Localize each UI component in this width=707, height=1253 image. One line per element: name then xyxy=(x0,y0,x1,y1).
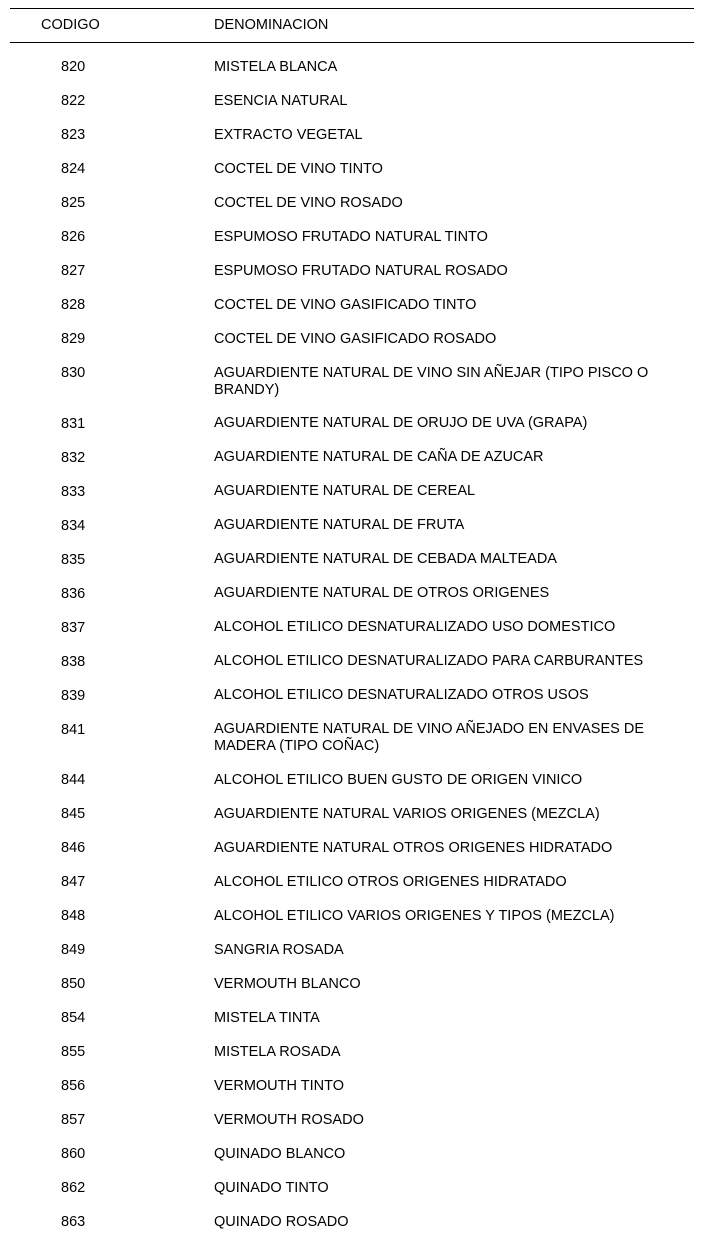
row-code: 860 xyxy=(61,1146,86,1162)
code-cell xyxy=(0,1179,214,1197)
row-code: 825 xyxy=(61,195,86,211)
row-code: 848 xyxy=(61,908,86,924)
row-denominacion: COCTEL DE VINO ROSADO xyxy=(214,194,403,211)
column-header-codigo: CODIGO xyxy=(41,17,100,33)
table-row xyxy=(0,873,707,891)
row-denominacion: AGUARDIENTE NATURAL VARIOS ORIGENES (MEZCLA) xyxy=(214,805,600,822)
row-code: 855 xyxy=(61,1044,86,1060)
row-denominacion: COCTEL DE VINO GASIFICADO TINTO xyxy=(214,296,477,313)
row-denominacion: QUINADO BLANCO xyxy=(214,1145,346,1162)
row-code: 854 xyxy=(61,1010,86,1026)
code-cell xyxy=(0,907,214,925)
row-denominacion: ALCOHOL ETILICO DESNATURALIZADO OTROS USOS xyxy=(214,687,589,703)
row-code: 834 xyxy=(61,517,86,534)
row-denominacion: VERMOUTH BLANCO xyxy=(214,975,361,992)
row-denominacion: AGUARDIENTE NATURAL DE FRUTA xyxy=(214,517,465,533)
table-row xyxy=(0,1009,707,1027)
table-row xyxy=(0,126,707,144)
row-denominacion: AGUARDIENTE NATURAL DE CEBADA MALTEADA xyxy=(214,551,557,567)
row-denominacion: ESPUMOSO FRUTADO NATURAL TINTO xyxy=(214,228,488,245)
row-code: 828 xyxy=(61,297,86,313)
code-cell xyxy=(0,975,214,993)
table-row xyxy=(0,228,707,246)
row-denominacion: AGUARDIENTE NATURAL DE CAÑA DE AZUCAR xyxy=(214,449,544,465)
code-cell xyxy=(0,619,214,637)
row-code: 833 xyxy=(61,483,86,500)
row-denominacion: ESENCIA NATURAL xyxy=(214,92,348,109)
code-table-body xyxy=(0,58,707,1247)
row-code: 862 xyxy=(61,1180,86,1196)
row-code: 849 xyxy=(61,942,86,958)
row-code: 824 xyxy=(61,161,86,177)
code-cell xyxy=(0,1009,214,1027)
row-denominacion: ALCOHOL ETILICO DESNATURALIZADO PARA CARBURANTES xyxy=(214,653,644,669)
code-cell xyxy=(0,126,214,144)
row-code: 835 xyxy=(61,551,86,568)
code-cell xyxy=(0,721,214,739)
row-denominacion: MISTELA BLANCA xyxy=(214,58,338,75)
row-code: 856 xyxy=(61,1078,86,1094)
code-cell xyxy=(0,330,214,348)
row-denominacion: AGUARDIENTE NATURAL DE CEREAL xyxy=(214,483,476,499)
table-row xyxy=(0,721,707,756)
code-cell xyxy=(0,296,214,314)
table-row xyxy=(0,941,707,959)
row-code: 830 xyxy=(61,365,86,381)
table-row xyxy=(0,839,707,857)
table-row xyxy=(0,551,707,569)
row-code: 839 xyxy=(61,687,86,704)
code-cell xyxy=(0,415,214,433)
code-cell xyxy=(0,839,214,857)
code-cell xyxy=(0,262,214,280)
row-code: 822 xyxy=(61,93,86,109)
table-row xyxy=(0,975,707,993)
code-cell xyxy=(0,653,214,671)
row-code: 844 xyxy=(61,772,86,788)
row-code: 850 xyxy=(61,976,86,992)
row-code: 838 xyxy=(61,653,86,670)
table-row xyxy=(0,92,707,110)
row-code: 841 xyxy=(61,721,86,738)
table-row xyxy=(0,1043,707,1061)
code-cell xyxy=(0,194,214,212)
code-cell xyxy=(0,771,214,789)
table-row xyxy=(0,262,707,280)
row-denominacion: COCTEL DE VINO GASIFICADO ROSADO xyxy=(214,330,497,347)
code-cell xyxy=(0,873,214,891)
row-code: 857 xyxy=(61,1112,86,1128)
table-row xyxy=(0,160,707,178)
code-cell xyxy=(0,58,214,76)
row-denominacion: MISTELA ROSADA xyxy=(214,1043,341,1060)
code-cell xyxy=(0,585,214,603)
row-denominacion: ALCOHOL ETILICO VARIOS ORIGENES Y TIPOS (MEZCLA) xyxy=(214,907,615,924)
table-row xyxy=(0,907,707,925)
table-row xyxy=(0,1111,707,1129)
code-cell xyxy=(0,1213,214,1231)
column-header-denominacion: DENOMINACION xyxy=(214,17,329,33)
row-code: 837 xyxy=(61,619,86,636)
code-cell xyxy=(0,551,214,569)
row-code: 863 xyxy=(61,1214,86,1230)
row-code: 826 xyxy=(61,229,86,245)
row-denominacion: AGUARDIENTE NATURAL DE VINO SIN AÑEJAR (TIPO PISCO O BRANDY) xyxy=(214,364,649,398)
code-cell xyxy=(0,364,214,382)
row-code: 836 xyxy=(61,585,86,602)
table-row xyxy=(0,1213,707,1231)
row-code: 846 xyxy=(61,840,86,856)
row-denominacion: QUINADO ROSADO xyxy=(214,1213,349,1230)
code-cell xyxy=(0,517,214,535)
table-row xyxy=(0,449,707,467)
row-code: 829 xyxy=(61,331,86,347)
row-denominacion: AGUARDIENTE NATURAL DE VINO AÑEJADO EN ENVASES DE MADERA (TIPO COÑAC) xyxy=(214,721,644,754)
table-row xyxy=(0,687,707,705)
code-cell xyxy=(0,228,214,246)
code-cell xyxy=(0,160,214,178)
row-denominacion: VERMOUTH TINTO xyxy=(214,1077,344,1094)
table-row xyxy=(0,805,707,823)
table-row xyxy=(0,364,707,399)
table-row xyxy=(0,517,707,535)
code-cell xyxy=(0,449,214,467)
table-row xyxy=(0,58,707,76)
table-row xyxy=(0,1077,707,1095)
table-row xyxy=(0,296,707,314)
table-row xyxy=(0,330,707,348)
code-cell xyxy=(0,805,214,823)
row-denominacion: SANGRIA ROSADA xyxy=(214,941,344,958)
code-cell xyxy=(0,483,214,501)
row-denominacion: VERMOUTH ROSADO xyxy=(214,1111,364,1128)
row-code: 832 xyxy=(61,449,86,466)
row-denominacion: AGUARDIENTE NATURAL DE ORUJO DE UVA (GRAPA) xyxy=(214,415,588,431)
table-row xyxy=(0,771,707,789)
row-code: 831 xyxy=(61,415,86,432)
code-cell xyxy=(0,92,214,110)
row-denominacion: COCTEL DE VINO TINTO xyxy=(214,160,383,177)
row-denominacion: ALCOHOL ETILICO OTROS ORIGENES HIDRATADO xyxy=(214,873,567,890)
table-row xyxy=(0,1145,707,1163)
row-denominacion: EXTRACTO VEGETAL xyxy=(214,126,363,143)
table-row xyxy=(0,585,707,603)
table-row xyxy=(0,653,707,671)
code-cell xyxy=(0,1111,214,1129)
row-code: 823 xyxy=(61,127,86,143)
row-denominacion: QUINADO TINTO xyxy=(214,1179,329,1196)
row-denominacion: MISTELA TINTA xyxy=(214,1009,320,1026)
code-cell xyxy=(0,687,214,705)
table-row xyxy=(0,1179,707,1197)
row-denominacion: ALCOHOL ETILICO BUEN GUSTO DE ORIGEN VINICO xyxy=(214,771,583,788)
table-top-rule xyxy=(10,8,694,9)
table-row xyxy=(0,194,707,212)
table-row xyxy=(0,619,707,637)
row-denominacion: AGUARDIENTE NATURAL DE OTROS ORIGENES xyxy=(214,585,550,601)
row-code: 845 xyxy=(61,806,86,822)
table-row xyxy=(0,483,707,501)
code-cell xyxy=(0,1077,214,1095)
row-denominacion: ESPUMOSO FRUTADO NATURAL ROSADO xyxy=(214,262,508,279)
code-cell xyxy=(0,941,214,959)
code-cell xyxy=(0,1145,214,1163)
row-denominacion: AGUARDIENTE NATURAL OTROS ORIGENES HIDRATADO xyxy=(214,839,613,856)
row-code: 847 xyxy=(61,874,86,890)
row-code: 820 xyxy=(61,59,86,75)
row-denominacion: ALCOHOL ETILICO DESNATURALIZADO USO DOMESTICO xyxy=(214,619,616,635)
table-header-rule xyxy=(10,42,694,43)
row-code: 827 xyxy=(61,263,86,279)
table-row xyxy=(0,415,707,433)
code-cell xyxy=(0,1043,214,1061)
